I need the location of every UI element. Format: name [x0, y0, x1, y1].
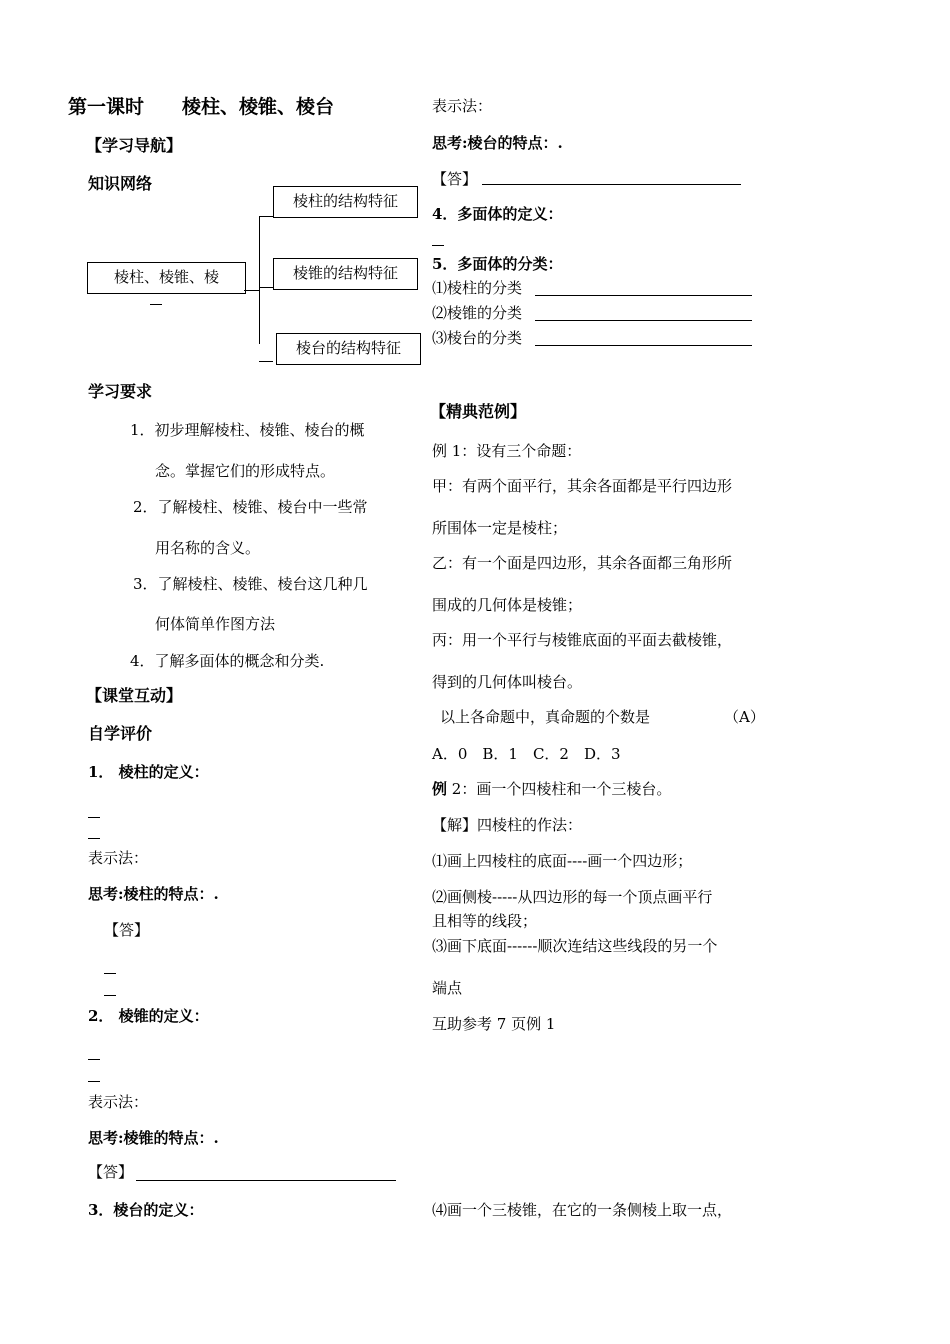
prism-definition-label: 1． 棱柱的定义： [88, 763, 209, 781]
knowledge-network-header: 知识网络 [88, 174, 153, 193]
classic-examples-header: 【精典范例】 [430, 402, 527, 421]
example-2 [432, 779, 671, 799]
page-title: 第一课时 棱柱、棱锥、棱台 [68, 96, 335, 118]
example-2-label: 例 [432, 780, 448, 798]
diagram-root-mark [150, 304, 162, 305]
diagram-branch3-line [259, 361, 273, 362]
learning-requirements-header: 学习要求 [88, 382, 153, 401]
step-4: ⑷画一个三棱锥，在它的一条侧棱上取一点， [432, 1201, 733, 1219]
requirement-1-line2: 念。掌握它们的形成特点。 [155, 462, 336, 480]
polyhedron-definition-label: 4．多面体的定义： [432, 205, 563, 223]
step-3-line2: 端点 [432, 979, 463, 997]
diagram-branch2-line [259, 287, 273, 288]
frustum-answer-label: 【答】 [432, 170, 478, 188]
step-2-line2: 且相等的线段； [432, 912, 538, 930]
example-1-options: A．0 B．1 C．2 D．3 [432, 745, 621, 763]
requirement-1-line1: 1．初步理解棱柱、棱锥、棱台的概 [130, 421, 365, 439]
prism-classification: ⑴棱柱的分类 [432, 279, 523, 297]
frustum-answer-underline [482, 184, 741, 185]
prism-features-question: 思考:棱柱的特点：. [88, 885, 219, 903]
polyhedron-definition-blank [432, 245, 444, 246]
requirement-2-line2: 用名称的含义。 [155, 539, 261, 557]
example-2-text: 2：画一个四棱柱和一个三棱台。 [447, 780, 672, 798]
proposition-bing-line2: 得到的几何体叫棱台。 [432, 673, 583, 691]
requirement-3-line2: 何体简单作图方法 [155, 615, 276, 633]
step-2-line1: ⑵画侧棱-----从四边形的每一个顶点画平行 [432, 888, 713, 906]
diagram-vertical-line [259, 216, 260, 344]
prism-definition-blank-1 [88, 817, 100, 818]
reference-note: 互助参考 7 页例 1 [432, 1015, 556, 1033]
proposition-jia-line2: 所围体一定是棱柱； [432, 519, 568, 537]
polyhedron-classification-label: 5．多面体的分类： [432, 255, 563, 273]
pyramid-classification-underline [535, 320, 752, 321]
frustum-classification-underline [535, 345, 752, 346]
step-1: ⑴画上四棱柱的底面----画一个四边形； [432, 852, 693, 870]
pyramid-definition-label: 2． 棱锥的定义： [88, 1007, 209, 1025]
frustum-features-question: 思考:棱台的特点：. [432, 134, 563, 152]
diagram-branch3-box: 棱台的结构特征 [276, 333, 421, 365]
example-1-answer: （A） [724, 708, 765, 726]
frustum-representation-label: 表示法： [432, 97, 493, 115]
proposition-yi-line1: 乙：有一个面是四边形，其余各面都三角形所 [432, 554, 733, 572]
proposition-bing-line1: 丙：用一个平行与棱锥底面的平面去截棱锥， [432, 631, 733, 649]
solution-header: 【解】四棱柱的作法： [432, 816, 583, 834]
diagram-branch1-line [259, 216, 273, 217]
example-1-intro: 例 1：设有三个命题： [432, 442, 582, 460]
prism-classification-underline [535, 295, 752, 296]
diagram-branch2-box: 棱锥的结构特征 [273, 258, 418, 290]
diagram-connector [244, 290, 260, 291]
example-1-question: 以上各命题中，真命题的个数是 [440, 708, 651, 726]
pyramid-representation-label: 表示法： [88, 1093, 149, 1111]
pyramid-definition-blank-1 [88, 1059, 100, 1060]
diagram-branch1-box: 棱柱的结构特征 [273, 186, 418, 218]
proposition-jia-line1: 甲：有两个面平行，其余各面都是平行四边形 [432, 477, 733, 495]
pyramid-features-question: 思考:棱锥的特点：. [88, 1129, 219, 1147]
step-3-line1: ⑶画下底面------顺次连结这些线段的另一个 [432, 937, 718, 955]
prism-definition-blank-2 [88, 838, 100, 839]
frustum-classification: ⑶棱台的分类 [432, 329, 523, 347]
prism-representation-label: 表示法： [88, 849, 149, 867]
proposition-yi-line2: 围成的几何体是棱锥； [432, 596, 583, 614]
pyramid-definition-blank-2 [88, 1081, 100, 1082]
requirement-3-line1: 3．了解棱柱、棱锥、棱台这几种几 [133, 575, 368, 593]
class-interaction-header: 【课堂互动】 [86, 686, 183, 705]
self-evaluation-header: 自学评价 [88, 724, 153, 743]
diagram-root-box: 棱柱、棱锥、棱 [87, 262, 246, 294]
study-navigation-header: 【学习导航】 [86, 136, 183, 155]
requirement-4: 4．了解多面体的概念和分类. [130, 652, 325, 670]
pyramid-classification: ⑵棱锥的分类 [432, 304, 523, 322]
prism-answer-label: 【答】 [104, 921, 150, 939]
pyramid-answer-underline [136, 1180, 396, 1181]
prism-answer-blank-2 [104, 995, 116, 996]
requirement-2-line1: 2．了解棱柱、棱锥、棱台中一些常 [133, 498, 368, 516]
pyramid-answer-label: 【答】 [88, 1163, 134, 1181]
prism-answer-blank-1 [104, 973, 116, 974]
frustum-definition-label: 3．棱台的定义： [88, 1201, 204, 1219]
